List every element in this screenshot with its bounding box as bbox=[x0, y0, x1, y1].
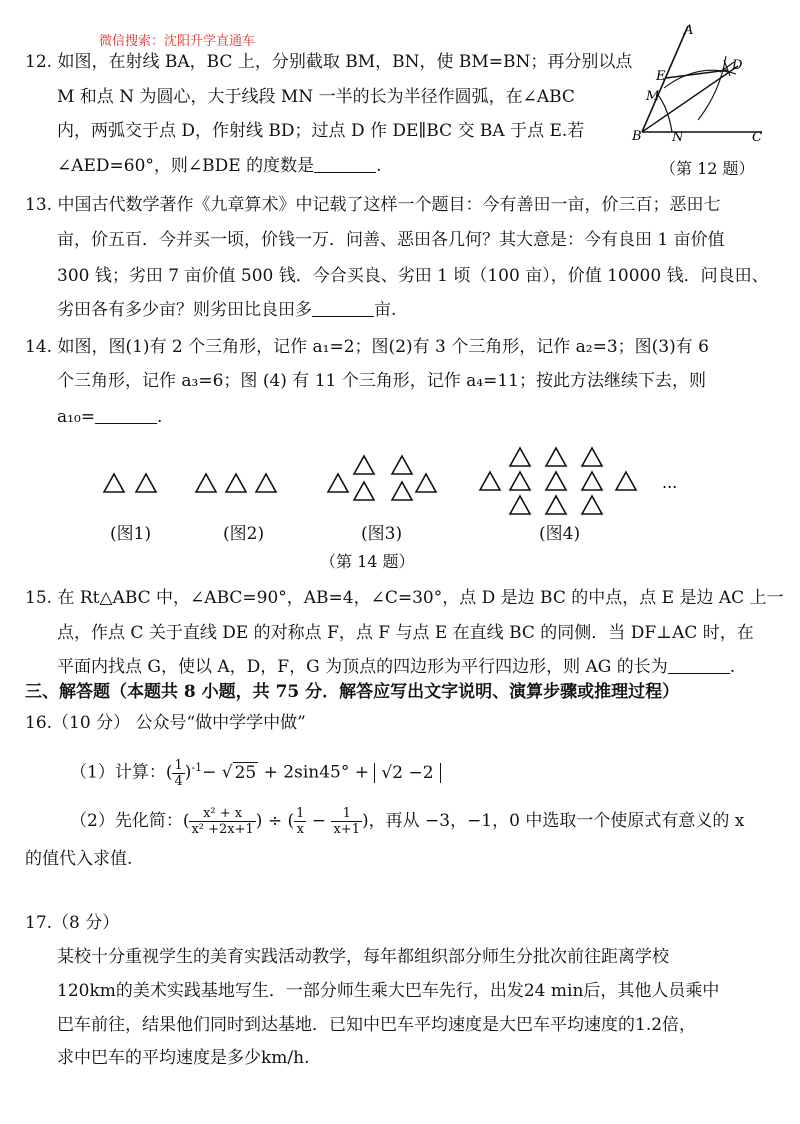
abs-content: √2 −2 bbox=[381, 762, 434, 783]
triangle bbox=[104, 474, 124, 492]
q15-line-1: 15. 在 Rt△ABC 中，∠ABC=90°，AB=4，∠C=30°，点 D 是边 BC 的中点，点 E 是边 AC 上一 bbox=[25, 588, 784, 608]
triangle bbox=[510, 448, 530, 466]
triangle bbox=[256, 474, 276, 492]
section-3-heading: 三、解答题（本题共 8 小题，共 75 分．解答应写出文字说明、演算步骤或推理过程） bbox=[25, 682, 680, 702]
q15-line-2: 点，作点 C 关于直线 DE 的对称点 F，点 F 与点 E 在直线 BC 的同侧．当 DF⊥AC 时，在 bbox=[57, 623, 754, 643]
q12-end: . bbox=[376, 156, 382, 176]
q13-line-3: 300 钱；劣田 7 亩价值 500 钱．今合买良、劣田 1 顷（100 亩），价值 10000 钱．问良田、 bbox=[57, 266, 769, 286]
q16-part-1: （1）计算：( $\frac{1}{4}$ )$^{-1}$− √ 25 + 2sin45° + √2 −2 bbox=[70, 751, 441, 790]
q14-fig-label-4: (图4) bbox=[539, 524, 581, 544]
q16-p2-minus: − bbox=[306, 811, 332, 831]
q17-line-4: 求中巴车的平均速度是多少km/h. bbox=[57, 1048, 310, 1068]
frac-den: x+1 bbox=[333, 822, 360, 837]
q15-end: . bbox=[729, 657, 736, 677]
q12-line-1: 12. 如图，在射线 BA，BC 上，分别截取 BM，BN，使 BM=BN；再分别以点 bbox=[25, 52, 633, 72]
line-de bbox=[666, 70, 728, 78]
q14-figure-caption: （第 14 题） bbox=[320, 552, 415, 571]
q14-end: . bbox=[157, 407, 163, 427]
q16-part-2 bbox=[70, 801, 744, 841]
label-e: E bbox=[656, 69, 666, 84]
triangle bbox=[392, 482, 412, 500]
q14-line-3 bbox=[57, 405, 162, 429]
q14-fig-label-3: (图3) bbox=[361, 524, 403, 544]
q16-p2-line-2: 的值代入求值. bbox=[25, 849, 133, 869]
q12-line-2: M 和点 N 为圆心，大于线段 MN 一半的长为半径作圆弧，在∠ABC bbox=[57, 87, 575, 107]
triangle bbox=[354, 456, 374, 474]
triangle bbox=[582, 496, 602, 514]
label-b: B bbox=[632, 129, 642, 142]
q12-line-4-text: ∠AED=60°，则∠BDE 的度数是 bbox=[57, 156, 315, 176]
triangle bbox=[226, 474, 246, 492]
label-m: M bbox=[646, 89, 660, 104]
q12-figure-caption: （第 12 题） bbox=[660, 159, 755, 178]
triangle bbox=[546, 448, 566, 466]
q16-header: 16.（10 分） 公众号“做中学学中做” bbox=[25, 713, 306, 733]
q16-p1-minus: − bbox=[202, 762, 222, 783]
q17-header: 17.（8 分） bbox=[25, 913, 120, 933]
q12-line-3: 内，两弧交于点 D，作射线 BD；过点 D 作 DE∥BC 交 BA 于点 E.若 bbox=[57, 121, 585, 141]
q13-line-4 bbox=[57, 298, 396, 322]
q14-line-2: 个三角形，记作 a₃=6；图 (4) 有 11 个三角形，记作 a₄=11；按此方法继续下去，则 bbox=[57, 371, 706, 391]
absolute-value bbox=[374, 763, 440, 783]
triangle bbox=[582, 472, 602, 490]
triangle bbox=[546, 496, 566, 514]
frac-den: x² +2x+1 bbox=[191, 822, 254, 837]
label-d: D bbox=[732, 58, 743, 73]
triangle bbox=[546, 472, 566, 490]
arc-from-n bbox=[698, 56, 726, 120]
q13-end: 亩. bbox=[374, 300, 397, 320]
triangle bbox=[328, 474, 348, 492]
answer-blank-14[interactable] bbox=[95, 405, 157, 424]
fraction-3 bbox=[331, 806, 362, 837]
q14-fig-label-1: (图1) bbox=[110, 524, 152, 544]
frac-den: x bbox=[296, 822, 304, 837]
fraction-1-4 bbox=[172, 758, 184, 789]
q16-p1-label: （1）计算： bbox=[70, 762, 166, 783]
q14-ellipsis: ... bbox=[662, 473, 678, 492]
q17-line-2: 120km的美术实践基地写生．一部分师生乘大巴车先行，出发24 min后，其他人员乘中 bbox=[57, 981, 720, 1001]
frac-num: x² + x bbox=[189, 806, 255, 822]
label-a: A bbox=[684, 23, 694, 38]
triangle bbox=[416, 474, 436, 492]
q16-p2-tail: )，再从 −3，−1，0 中选取一个使原式有意义的 x bbox=[361, 811, 745, 831]
watermark: 微信搜索：沈阳升学直通车 bbox=[99, 34, 256, 49]
label-n: N bbox=[672, 130, 684, 142]
fraction-1 bbox=[189, 806, 255, 837]
q14-line-3-text: a₁₀= bbox=[57, 407, 96, 427]
triangle bbox=[510, 496, 530, 514]
triangle bbox=[392, 456, 412, 474]
sqrt-25: 25 bbox=[234, 762, 257, 783]
q14-fig-label-2: (图2) bbox=[223, 524, 265, 544]
exponent: -1 bbox=[191, 761, 203, 774]
triangle bbox=[510, 472, 530, 490]
q16-p2-mid: ) ÷ ( bbox=[255, 811, 295, 831]
q13-line-2: 亩，价五百．今并买一顷，价钱一万．问善、恶田各几何？其大意是：今有良田 1 亩价值 bbox=[57, 230, 725, 250]
q17-line-3: 巴车前往，结果他们同时到达基地．已知中巴车平均速度是大巴车平均速度的1.2倍， bbox=[57, 1015, 697, 1035]
answer-blank-13[interactable] bbox=[312, 298, 374, 317]
triangle bbox=[616, 472, 636, 490]
q16-p1-rest: + 2sin45° + bbox=[258, 762, 375, 783]
arc-from-m bbox=[664, 70, 736, 88]
triangle bbox=[136, 474, 156, 492]
q15-line-3 bbox=[57, 655, 735, 679]
triangle bbox=[196, 474, 216, 492]
fraction-2 bbox=[294, 806, 306, 837]
frac-num: 1 bbox=[174, 757, 183, 773]
answer-blank-12[interactable] bbox=[314, 154, 376, 173]
q13-line-1: 13. 中国古代数学著作《九章算术》中记载了这样一个题目：今有善田一亩，价三百；恶田七 bbox=[25, 195, 721, 215]
answer-blank-15[interactable] bbox=[668, 655, 730, 674]
frac-num: 1 bbox=[296, 806, 305, 821]
triangle bbox=[582, 448, 602, 466]
q16-p2-label: （2）先化简：( bbox=[70, 811, 190, 831]
triangle bbox=[354, 482, 374, 500]
q15-line-3-text: 平面内找点 G，使以 A，D，F，G 为顶点的四边形为平行四边形，则 AG 的长为 bbox=[57, 657, 668, 677]
q12-line-4 bbox=[57, 154, 382, 178]
frac-num: 1 bbox=[331, 806, 362, 822]
q13-line-4-text: 劣田各有多少亩？则劣田比良田多 bbox=[57, 300, 312, 320]
q12-figure bbox=[628, 22, 778, 142]
frac-den: 4 bbox=[174, 773, 183, 789]
triangle bbox=[480, 472, 500, 490]
label-c: C bbox=[752, 130, 762, 142]
q14-line-1: 14. 如图，图(1)有 2 个三角形，记作 a₁=2；图(2)有 3 个三角形，记作 a₂=3；图(3)有 6 bbox=[25, 337, 709, 357]
q17-line-1: 某校十分重视学生的美育实践活动教学，每年都组织部分师生分批次前往距离学校 bbox=[57, 947, 669, 967]
q14-figure bbox=[90, 440, 700, 520]
